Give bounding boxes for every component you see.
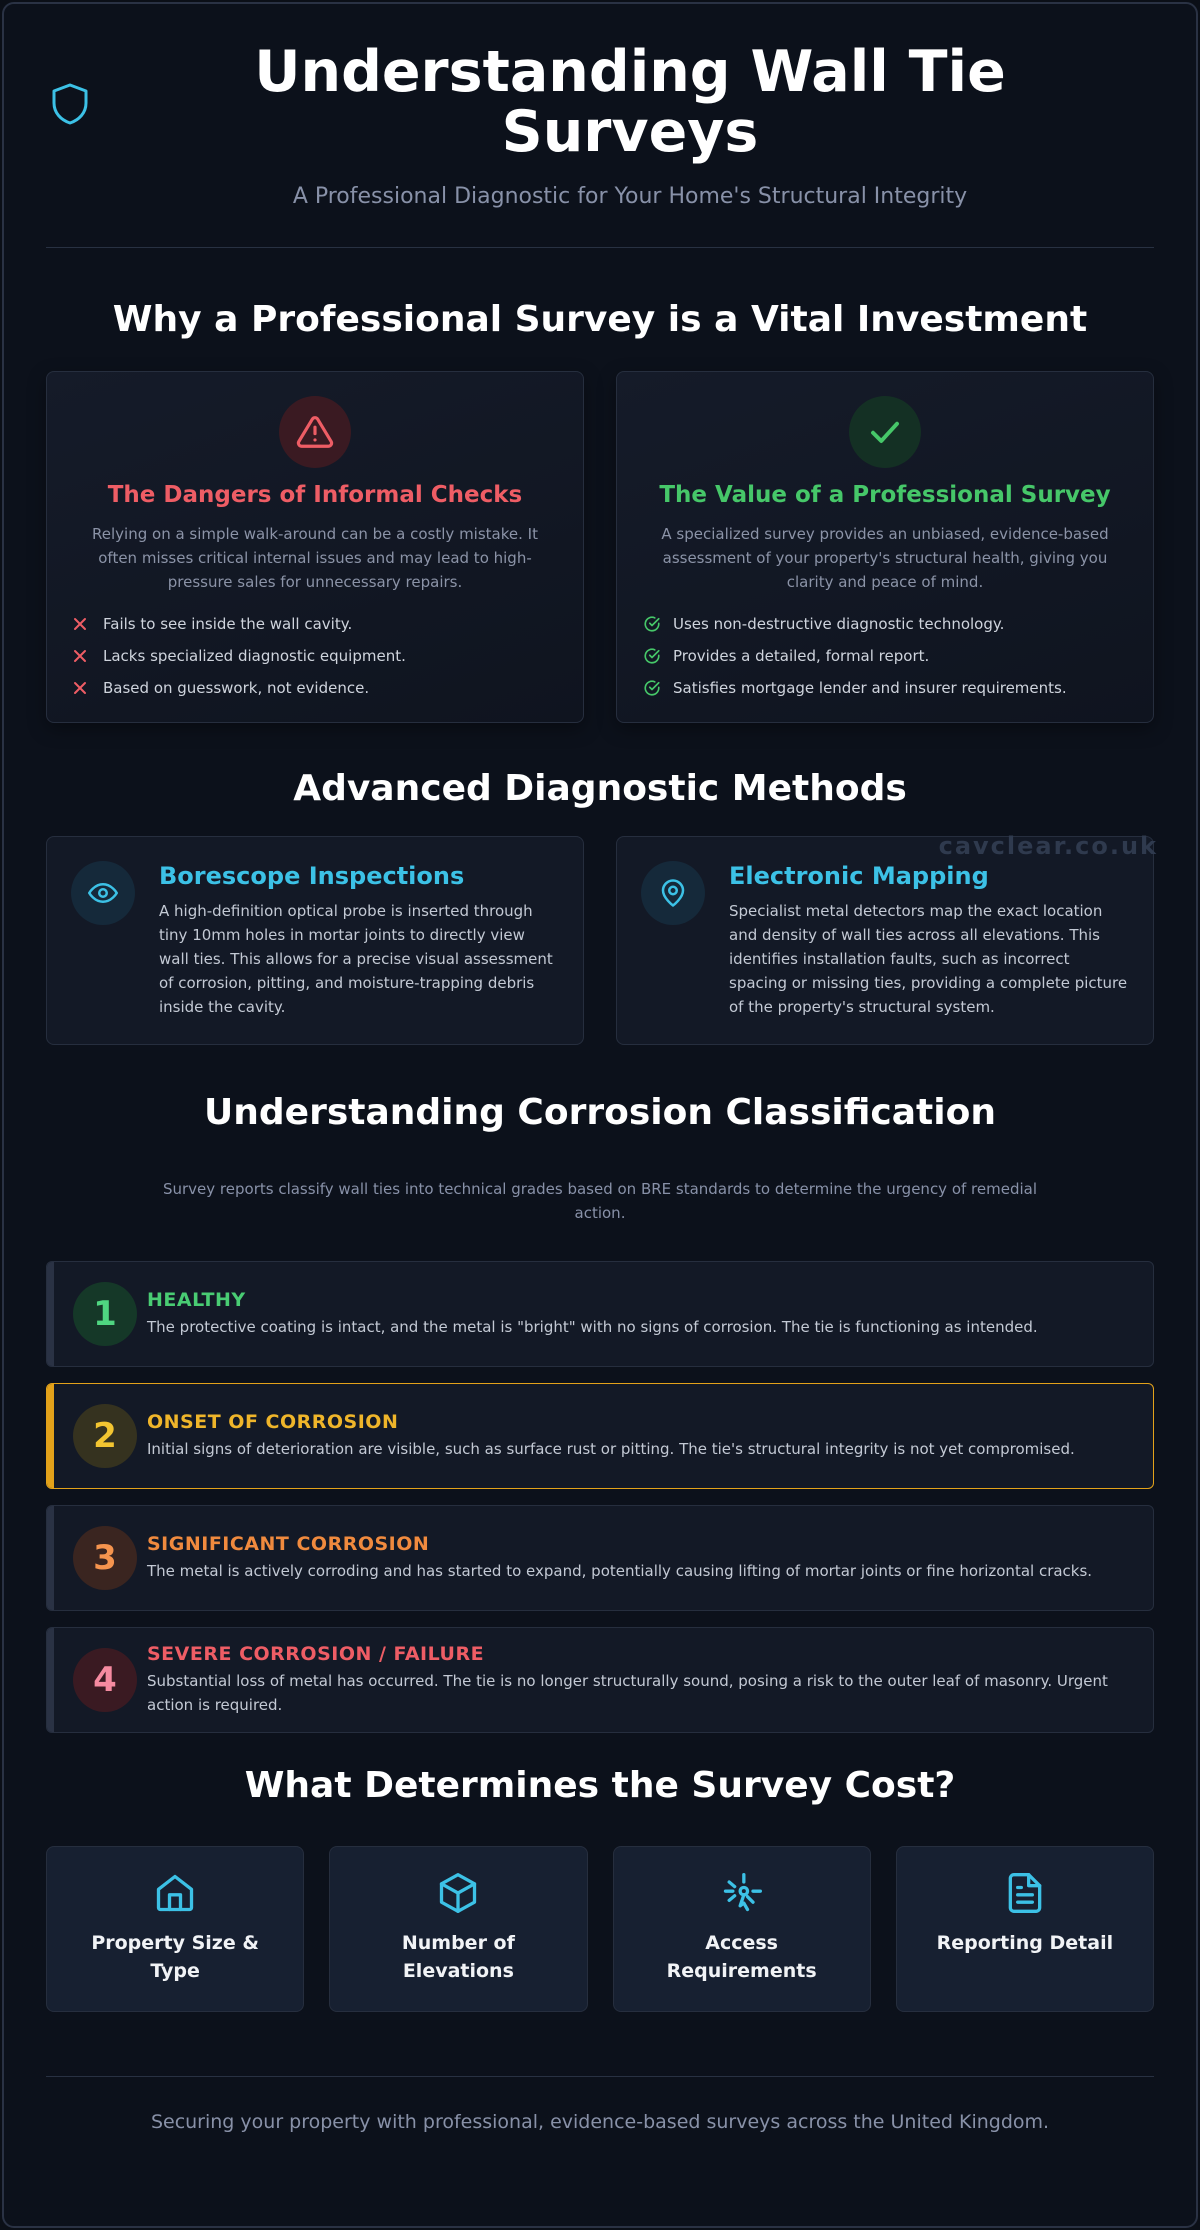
grade-description: The metal is actively corroding and has started to expand, potentially causing lifting of mortar joints or fine horizontal cracks. <box>147 1562 1093 1580</box>
grade-card-1 <box>46 1261 1154 1367</box>
method-description: A high-definition optical probe is inserted through tiny 10mm holes in mortar joints to directly view wall ties. This allows for a precise visual assessment of corrosion, pitting, and moisture-trapping debris inside the cavity. <box>159 902 553 1016</box>
document-icon <box>1003 1871 1047 1915</box>
factor-card-elevations <box>329 1846 587 2012</box>
grade-accent-bar <box>47 1384 54 1488</box>
factor-label: Reporting Detail <box>936 1932 1114 1954</box>
shield-icon <box>50 82 90 126</box>
cost-factors <box>46 1846 1154 2012</box>
grade-accent-bar <box>47 1262 54 1366</box>
map-pin-icon <box>641 861 705 925</box>
cross-icon <box>73 681 103 695</box>
dangers-description: Relying on a simple walk-around can be a costly mistake. It often misses critical internal issues and may lead to high-pressure sales for unnecessary repairs. <box>92 525 538 591</box>
method-card-mapping <box>616 836 1154 1045</box>
eye-icon <box>71 861 135 925</box>
list-item: Lacks specialized diagnostic equipment. <box>73 640 557 672</box>
grade-card-2 <box>46 1383 1154 1489</box>
grade-description: Initial signs of deterioration are visible, such as surface rust or pitting. The tie's structural integrity is not yet compromised. <box>147 1440 1075 1458</box>
cross-icon <box>73 617 103 631</box>
method-title: Borescope Inspections <box>159 862 465 890</box>
grade-list <box>46 1261 1154 1733</box>
page-title: Understanding Wall Tie Surveys <box>254 39 1006 165</box>
check-circle-icon <box>643 679 673 697</box>
value-description: A specialized survey provides an unbiased, evidence-based assessment of your property's structural health, giving you clarity and peace of mind. <box>661 525 1109 591</box>
value-list <box>643 608 1127 704</box>
check-circle-icon <box>643 647 673 665</box>
section-title-why: Why a Professional Survey is a Vital Investment <box>112 299 1088 340</box>
footer-divider <box>46 2076 1154 2077</box>
section-title-methods: Advanced Diagnostic Methods <box>293 768 907 809</box>
methods-cards <box>46 832 1158 1045</box>
value-title: The Value of a Professional Survey <box>659 482 1111 508</box>
checkmark-icon <box>849 396 921 468</box>
factor-card-property <box>46 1846 304 2012</box>
list-item: Based on guesswork, not evidence. <box>73 672 557 704</box>
grade-card-4 <box>46 1627 1154 1733</box>
factor-card-access <box>613 1846 871 2012</box>
factor-card-reporting <box>896 1846 1154 2012</box>
page-subtitle: A Professional Diagnostic for Your Home's Structural Integrity <box>292 184 968 209</box>
home-icon <box>153 1871 197 1915</box>
factor-label: Access Requirements <box>666 1932 817 1982</box>
cross-icon <box>73 649 103 663</box>
method-description: Specialist metal detectors map the exact location and density of wall ties across all elevations. This identifies installation faults, such as incorrect spacing or missing ties, providing a complete picture of the property's structural system. <box>729 902 1128 1016</box>
corrosion-intro: Survey reports classify wall ties into technical grades based on BRE standards to determine the urgency of remedial action. <box>162 1180 1038 1222</box>
list-item: Provides a detailed, formal report. <box>643 640 1127 672</box>
list-item: Satisfies mortgage lender and insurer requirements. <box>643 672 1127 704</box>
grade-description: The protective coating is intact, and the metal is "bright" with no signs of corrosion. The tie is functioning as intended. <box>147 1318 1038 1336</box>
value-card <box>616 371 1154 723</box>
grade-name: SIGNIFICANT CORROSION <box>147 1533 430 1555</box>
list-item: Fails to see inside the wall cavity. <box>73 608 557 640</box>
check-circle-icon <box>643 615 673 633</box>
dangers-card <box>46 371 584 723</box>
factor-label: Number of Elevations <box>401 1932 515 1982</box>
footer-text: Securing your property with professional, evidence-based surveys across the United Kingdom. <box>150 2111 1050 2133</box>
grade-number: 4 <box>73 1648 137 1712</box>
method-card-borescope <box>46 836 584 1045</box>
header <box>46 4 1154 248</box>
infographic <box>2 2 1198 2228</box>
grade-number: 1 <box>73 1282 137 1346</box>
grade-number: 3 <box>73 1526 137 1590</box>
grade-accent-bar <box>47 1506 54 1610</box>
grade-name: SEVERE CORROSION / FAILURE <box>147 1643 485 1665</box>
section-title-corrosion: Understanding Corrosion Classification <box>204 1092 996 1133</box>
warning-icon <box>279 396 351 468</box>
grade-description: Substantial loss of metal has occurred. The tie is no longer structurally sound, posing a risk to the outer leaf of masonry. Urgent action is required. <box>147 1672 1108 1714</box>
access-icon <box>720 1871 764 1915</box>
grade-accent-bar <box>47 1628 54 1732</box>
watermark: cavclear.co.uk <box>938 832 1158 860</box>
dangers-list <box>73 608 557 704</box>
dangers-title: The Dangers of Informal Checks <box>107 482 523 508</box>
cube-icon <box>436 1871 480 1915</box>
grade-name: HEALTHY <box>147 1289 246 1311</box>
list-item: Uses non-destructive diagnostic technology. <box>643 608 1127 640</box>
grade-card-3 <box>46 1505 1154 1611</box>
grade-name: ONSET OF CORROSION <box>147 1411 399 1433</box>
divider <box>46 247 1154 248</box>
factor-label: Property Size & Type <box>91 1932 259 1982</box>
comparison-cards <box>46 371 1154 723</box>
section-title-cost: What Determines the Survey Cost? <box>244 1765 956 1806</box>
grade-number: 2 <box>73 1404 137 1468</box>
method-title: Electronic Mapping <box>729 862 989 890</box>
